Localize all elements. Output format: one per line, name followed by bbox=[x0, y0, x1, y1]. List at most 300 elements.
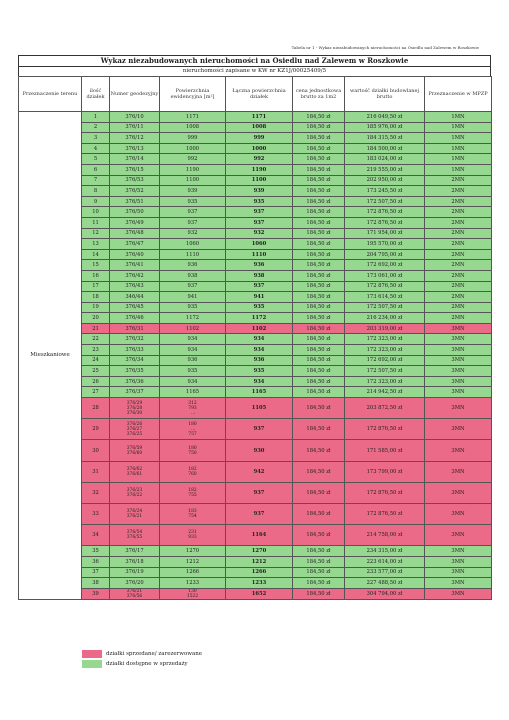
mpzp-cell: 2MN bbox=[425, 281, 492, 292]
geo-number-cell: 376/29 376/28 376/30 bbox=[110, 398, 160, 419]
value-cell: 172 507,50 zł bbox=[345, 302, 425, 313]
total-area-cell: 1060 bbox=[226, 239, 293, 250]
plot-count-cell: 28 bbox=[82, 398, 110, 419]
mpzp-cell: 2MN bbox=[425, 217, 492, 228]
table-row bbox=[19, 154, 492, 165]
geo-number-cell: 376/40 bbox=[110, 249, 160, 260]
area-cell: 1102 bbox=[160, 323, 226, 334]
mpzp-cell: 2MN bbox=[425, 292, 492, 303]
table-row bbox=[19, 398, 492, 419]
unit-price-cell: 184,50 zł bbox=[293, 525, 345, 546]
area-cell: 999 bbox=[160, 133, 226, 144]
area-cell: 934 bbox=[160, 345, 226, 356]
geo-number-cell: 376/42 bbox=[110, 270, 160, 281]
plot-count-cell: 12 bbox=[82, 228, 110, 239]
area-cell: 1266 bbox=[160, 567, 226, 578]
area-cell: 934 bbox=[160, 334, 226, 345]
area-cell: 1110 bbox=[160, 249, 226, 260]
unit-price-cell: 184,50 zł bbox=[293, 207, 345, 218]
mpzp-cell: 1MN bbox=[425, 154, 492, 165]
purpose-cell: Mieszkaniowe bbox=[19, 112, 82, 600]
plot-count-cell: 15 bbox=[82, 260, 110, 271]
value-cell: 234 315,00 zł bbox=[345, 546, 425, 557]
plot-count-cell: 9 bbox=[82, 196, 110, 207]
unit-price-cell: 184,50 zł bbox=[293, 398, 345, 419]
value-cell: 233 577,00 zł bbox=[345, 567, 425, 578]
geo-number-cell: 376/23 376/22 bbox=[110, 482, 160, 503]
total-area-cell: 1233 bbox=[226, 578, 293, 589]
unit-price-cell: 184,50 zł bbox=[293, 260, 345, 271]
mpzp-cell: 3MN bbox=[425, 334, 492, 345]
total-area-cell: 1165 bbox=[226, 387, 293, 398]
geo-number-cell: 376/24 376/21 bbox=[110, 503, 160, 524]
mpzp-cell: 2MN bbox=[425, 207, 492, 218]
table-row bbox=[19, 239, 492, 250]
area-cell: 937 bbox=[160, 281, 226, 292]
header-geo-number: Numer geodezyjny bbox=[110, 77, 160, 112]
table-row bbox=[19, 556, 492, 567]
geo-number-cell: 376/49 bbox=[110, 217, 160, 228]
table-row bbox=[19, 186, 492, 197]
value-cell: 304 794,00 zł bbox=[345, 588, 425, 599]
mpzp-cell: 3MN bbox=[425, 366, 492, 377]
table-row bbox=[19, 249, 492, 260]
area-cell: 182 755 bbox=[160, 482, 226, 503]
plot-count-cell: 33 bbox=[82, 503, 110, 524]
table-row bbox=[19, 366, 492, 377]
value-cell: 172 323,00 zł bbox=[345, 376, 425, 387]
plot-count-cell: 6 bbox=[82, 164, 110, 175]
geo-number-cell: 376/35 bbox=[110, 366, 160, 377]
mpzp-cell: 3MN bbox=[425, 578, 492, 589]
area-cell: 1171 bbox=[160, 112, 226, 123]
area-cell: 1212 bbox=[160, 556, 226, 567]
total-area-cell: 1164 bbox=[226, 525, 293, 546]
area-cell: 1233 bbox=[160, 578, 226, 589]
total-area-cell: 1102 bbox=[226, 323, 293, 334]
area-cell: 1165 bbox=[160, 387, 226, 398]
value-cell: 173 061,00 zł bbox=[345, 270, 425, 281]
table-row bbox=[19, 482, 492, 503]
table-row bbox=[19, 270, 492, 281]
value-cell: 203 872,50 zł bbox=[345, 398, 425, 419]
plot-count-cell: 38 bbox=[82, 578, 110, 589]
total-area-cell: 1190 bbox=[226, 164, 293, 175]
total-area-cell: 1652 bbox=[226, 588, 293, 599]
plot-count-cell: 5 bbox=[82, 154, 110, 165]
unit-price-cell: 184,50 zł bbox=[293, 196, 345, 207]
mpzp-cell: 3MN bbox=[425, 345, 492, 356]
plot-count-cell: 29 bbox=[82, 419, 110, 440]
unit-price-cell: 184,50 zł bbox=[293, 164, 345, 175]
header-mpzp: Przeznaczenie w MPZP bbox=[425, 77, 492, 112]
unit-price-cell: 184,50 zł bbox=[293, 461, 345, 482]
geo-number-cell: 376/62 376/61 bbox=[110, 461, 160, 482]
value-cell: 214 758,00 zł bbox=[345, 525, 425, 546]
table-row bbox=[19, 292, 492, 303]
total-area-cell: 1266 bbox=[226, 567, 293, 578]
value-cell: 185 976,00 zł bbox=[345, 122, 425, 133]
unit-price-cell: 184,50 zł bbox=[293, 249, 345, 260]
unit-price-cell: 184,50 zł bbox=[293, 175, 345, 186]
value-cell: 214 942,50 zł bbox=[345, 387, 425, 398]
table-row bbox=[19, 164, 492, 175]
mpzp-cell: 3MN bbox=[425, 503, 492, 524]
unit-price-cell: 184,50 zł bbox=[293, 546, 345, 557]
geo-number-cell: 376/47 bbox=[110, 239, 160, 250]
mpzp-cell: 3MN bbox=[425, 482, 492, 503]
plot-count-cell: 7 bbox=[82, 175, 110, 186]
header-unit-price: cena jednostkowa brutto za 1m2 bbox=[293, 77, 345, 112]
geo-number-cell: 376/10 bbox=[110, 112, 160, 123]
plot-count-cell: 35 bbox=[82, 546, 110, 557]
area-cell: 935 bbox=[160, 366, 226, 377]
geo-number-cell: 376/48 bbox=[110, 228, 160, 239]
unit-price-cell: 184,50 zł bbox=[293, 154, 345, 165]
unit-price-cell: 184,50 zł bbox=[293, 281, 345, 292]
plot-count-cell: 37 bbox=[82, 567, 110, 578]
geo-number-cell: 376/20 bbox=[110, 578, 160, 589]
geo-number-cell: 376/41 bbox=[110, 260, 160, 271]
plot-count-cell: 36 bbox=[82, 556, 110, 567]
mpzp-cell: 1MN bbox=[425, 164, 492, 175]
mpzp-cell: 2MN bbox=[425, 260, 492, 271]
geo-number-cell: 376/15 bbox=[110, 164, 160, 175]
area-cell: 182 760 bbox=[160, 461, 226, 482]
plot-count-cell: 23 bbox=[82, 345, 110, 356]
table-row bbox=[19, 196, 492, 207]
geo-number-cell: 376/59 376/60 bbox=[110, 440, 160, 461]
table-row bbox=[19, 334, 492, 345]
plot-count-cell: 17 bbox=[82, 281, 110, 292]
total-area-cell: 937 bbox=[226, 503, 293, 524]
area-cell: 934 bbox=[160, 376, 226, 387]
area-cell: 1060 bbox=[160, 239, 226, 250]
total-area-cell: 934 bbox=[226, 334, 293, 345]
unit-price-cell: 184,50 zł bbox=[293, 556, 345, 567]
plot-count-cell: 25 bbox=[82, 366, 110, 377]
unit-price-cell: 184,50 zł bbox=[293, 313, 345, 324]
geo-number-cell: 376/52 bbox=[110, 186, 160, 197]
unit-price-cell: 184,50 zł bbox=[293, 334, 345, 345]
mpzp-cell: 2MN bbox=[425, 228, 492, 239]
total-area-cell: 934 bbox=[226, 376, 293, 387]
total-area-cell: 1105 bbox=[226, 398, 293, 419]
geo-number-cell: 376/21 376/56 bbox=[110, 588, 160, 599]
total-area-cell: 935 bbox=[226, 366, 293, 377]
unit-price-cell: 184,50 zł bbox=[293, 567, 345, 578]
area-cell: 183 754 bbox=[160, 503, 226, 524]
table-row bbox=[19, 578, 492, 589]
total-area-cell: 999 bbox=[226, 133, 293, 144]
mpzp-cell: 3MN bbox=[425, 588, 492, 599]
value-cell: 195 570,00 zł bbox=[345, 239, 425, 250]
total-area-cell: 1100 bbox=[226, 175, 293, 186]
total-area-cell: 942 bbox=[226, 461, 293, 482]
plot-count-cell: 30 bbox=[82, 440, 110, 461]
geo-number-cell: 376/17 bbox=[110, 546, 160, 557]
table-row bbox=[19, 546, 492, 557]
table-row bbox=[19, 440, 492, 461]
unit-price-cell: 184,50 zł bbox=[293, 143, 345, 154]
area-cell: 932 bbox=[160, 228, 226, 239]
mpzp-cell: 3MN bbox=[425, 556, 492, 567]
plot-count-cell: 10 bbox=[82, 207, 110, 218]
geo-number-cell: 376/33 bbox=[110, 345, 160, 356]
geo-number-cell: 376/54 376/55 bbox=[110, 525, 160, 546]
total-area-cell: 932 bbox=[226, 228, 293, 239]
area-cell: 130 1522 bbox=[160, 588, 226, 599]
total-area-cell: 937 bbox=[226, 482, 293, 503]
geo-number-cell: 376/31 bbox=[110, 323, 160, 334]
area-cell: 935 bbox=[160, 196, 226, 207]
total-area-cell: 1212 bbox=[226, 556, 293, 567]
area-cell: 936 bbox=[160, 260, 226, 271]
total-area-cell: 1008 bbox=[226, 122, 293, 133]
value-cell: 173 614,50 zł bbox=[345, 292, 425, 303]
legend bbox=[82, 649, 202, 669]
plot-count-cell: 11 bbox=[82, 217, 110, 228]
value-cell: 184 500,00 zł bbox=[345, 143, 425, 154]
value-cell: 202 950,00 zł bbox=[345, 175, 425, 186]
header-row bbox=[19, 77, 492, 112]
mpzp-cell: 1MN bbox=[425, 112, 492, 123]
legend-swatch-available bbox=[82, 660, 102, 668]
area-cell: 1270 bbox=[160, 546, 226, 557]
table-row bbox=[19, 419, 492, 440]
area-cell: 992 bbox=[160, 154, 226, 165]
plot-count-cell: 39 bbox=[82, 588, 110, 599]
table-row bbox=[19, 313, 492, 324]
table-caption: Tabela nr 1 - Wykaz niezabudowanych nieruchomości na Osiedlu nad Zalewem w Roszkowie bbox=[291, 45, 479, 50]
total-area-cell: 937 bbox=[226, 207, 293, 218]
legend-item-available bbox=[82, 659, 202, 669]
mpzp-cell: 1MN bbox=[425, 122, 492, 133]
table-row bbox=[19, 281, 492, 292]
unit-price-cell: 184,50 zł bbox=[293, 217, 345, 228]
unit-price-cell: 184,50 zł bbox=[293, 323, 345, 334]
legend-label-available: działki dostępne w sprzedaży bbox=[106, 661, 188, 667]
table-row bbox=[19, 207, 492, 218]
value-cell: 172 876,50 zł bbox=[345, 207, 425, 218]
mpzp-cell: 3MN bbox=[425, 567, 492, 578]
unit-price-cell: 184,50 zł bbox=[293, 419, 345, 440]
total-area-cell: 937 bbox=[226, 419, 293, 440]
area-cell: 1172 bbox=[160, 313, 226, 324]
geo-number-cell: 376/12 bbox=[110, 133, 160, 144]
header-value: wartość działki budowlanej brutto bbox=[345, 77, 425, 112]
geo-number-cell: 376/13 bbox=[110, 143, 160, 154]
unit-price-cell: 184,50 zł bbox=[293, 387, 345, 398]
unit-price-cell: 184,50 zł bbox=[293, 228, 345, 239]
value-cell: 172 692,00 zł bbox=[345, 355, 425, 366]
property-table bbox=[18, 76, 492, 600]
geo-number-cell: 376/11 bbox=[110, 122, 160, 133]
table-row bbox=[19, 461, 492, 482]
total-area-cell: 937 bbox=[226, 217, 293, 228]
geo-number-cell: 376/51 bbox=[110, 196, 160, 207]
table-row bbox=[19, 355, 492, 366]
table-row bbox=[19, 175, 492, 186]
mpzp-cell: 3MN bbox=[425, 376, 492, 387]
plot-count-cell: 2 bbox=[82, 122, 110, 133]
mpzp-cell: 3MN bbox=[425, 440, 492, 461]
value-cell: 172 876,50 zł bbox=[345, 281, 425, 292]
plot-count-cell: 21 bbox=[82, 323, 110, 334]
value-cell: 203 319,00 zł bbox=[345, 323, 425, 334]
plot-count-cell: 4 bbox=[82, 143, 110, 154]
total-area-cell: 935 bbox=[226, 302, 293, 313]
legend-swatch-sold bbox=[82, 650, 102, 658]
plot-count-cell: 8 bbox=[82, 186, 110, 197]
geo-number-cell: 376/45 bbox=[110, 302, 160, 313]
unit-price-cell: 184,50 zł bbox=[293, 302, 345, 313]
area-cell: 1000 bbox=[160, 143, 226, 154]
geo-number-cell: 376/36 bbox=[110, 376, 160, 387]
plot-count-cell: 32 bbox=[82, 482, 110, 503]
table-row bbox=[19, 588, 492, 599]
mpzp-cell: 2MN bbox=[425, 175, 492, 186]
area-cell: 1008 bbox=[160, 122, 226, 133]
unit-price-cell: 184,50 zł bbox=[293, 133, 345, 144]
total-area-cell: 941 bbox=[226, 292, 293, 303]
table-title: Wykaz niezabudowanych nieruchomości na Osiedlu nad Zalewem w Roszkowie bbox=[18, 55, 491, 66]
value-cell: 172 876,50 zł bbox=[345, 482, 425, 503]
value-cell: 171 585,00 zł bbox=[345, 440, 425, 461]
table-row bbox=[19, 525, 492, 546]
table-row bbox=[19, 567, 492, 578]
mpzp-cell: 2MN bbox=[425, 270, 492, 281]
total-area-cell: 934 bbox=[226, 345, 293, 356]
table-row bbox=[19, 217, 492, 228]
header-purpose: Przeznaczenie terenu bbox=[19, 77, 82, 112]
unit-price-cell: 184,50 zł bbox=[293, 186, 345, 197]
total-area-cell: 1000 bbox=[226, 143, 293, 154]
total-area-cell: 1172 bbox=[226, 313, 293, 324]
area-cell: 937 bbox=[160, 217, 226, 228]
geo-number-cell: 376/19 bbox=[110, 567, 160, 578]
mpzp-cell: 1MN bbox=[425, 133, 492, 144]
unit-price-cell: 184,50 zł bbox=[293, 503, 345, 524]
total-area-cell: 936 bbox=[226, 355, 293, 366]
mpzp-cell: 2MN bbox=[425, 239, 492, 250]
geo-number-cell: 376/18 bbox=[110, 556, 160, 567]
area-cell: 1190 bbox=[160, 164, 226, 175]
mpzp-cell: 2MN bbox=[425, 302, 492, 313]
header-area: Powierzchnia ewidencyjna [m²] bbox=[160, 77, 226, 112]
mpzp-cell: 2MN bbox=[425, 313, 492, 324]
value-cell: 172 876,50 zł bbox=[345, 419, 425, 440]
table-row bbox=[19, 323, 492, 334]
total-area-cell: 1270 bbox=[226, 546, 293, 557]
area-cell: 941 bbox=[160, 292, 226, 303]
table-row bbox=[19, 302, 492, 313]
total-area-cell: 936 bbox=[226, 260, 293, 271]
area-cell: 231 933 bbox=[160, 525, 226, 546]
mpzp-cell: 2MN bbox=[425, 249, 492, 260]
geo-number-cell: 376/46 bbox=[110, 313, 160, 324]
table-row bbox=[19, 112, 492, 123]
table-body bbox=[19, 112, 492, 600]
geo-number-cell: 376/32 bbox=[110, 334, 160, 345]
value-cell: 172 507,50 zł bbox=[345, 366, 425, 377]
mpzp-cell: 2MN bbox=[425, 196, 492, 207]
value-cell: 204 795,00 zł bbox=[345, 249, 425, 260]
unit-price-cell: 184,50 zł bbox=[293, 482, 345, 503]
plot-count-cell: 13 bbox=[82, 239, 110, 250]
geo-number-cell: 376/53 bbox=[110, 175, 160, 186]
area-cell: 937 bbox=[160, 207, 226, 218]
mpzp-cell: 1MN bbox=[425, 143, 492, 154]
plot-count-cell: 20 bbox=[82, 313, 110, 324]
total-area-cell: 939 bbox=[226, 186, 293, 197]
table-row bbox=[19, 260, 492, 271]
value-cell: 183 024,00 zł bbox=[345, 154, 425, 165]
mpzp-cell: 3MN bbox=[425, 461, 492, 482]
table-row bbox=[19, 143, 492, 154]
geo-number-cell: 376/37 bbox=[110, 387, 160, 398]
value-cell: 216 049,50 zł bbox=[345, 112, 425, 123]
property-sheet bbox=[18, 55, 491, 600]
geo-number-cell: 376/34 bbox=[110, 355, 160, 366]
value-cell: 171 954,00 zł bbox=[345, 228, 425, 239]
table-row bbox=[19, 345, 492, 356]
plot-count-cell: 27 bbox=[82, 387, 110, 398]
unit-price-cell: 184,50 zł bbox=[293, 345, 345, 356]
area-cell: 180 … 757 bbox=[160, 419, 226, 440]
mpzp-cell: 3MN bbox=[425, 387, 492, 398]
table-row bbox=[19, 376, 492, 387]
mpzp-cell: 3MN bbox=[425, 419, 492, 440]
geo-number-cell: 376/26 376/27 376/25 bbox=[110, 419, 160, 440]
mpzp-cell: 2MN bbox=[425, 186, 492, 197]
unit-price-cell: 184,50 zł bbox=[293, 588, 345, 599]
plot-count-cell: 18 bbox=[82, 292, 110, 303]
geo-number-cell: 376/43 bbox=[110, 281, 160, 292]
table-row bbox=[19, 133, 492, 144]
mpzp-cell: 3MN bbox=[425, 355, 492, 366]
value-cell: 172 323,00 zł bbox=[345, 334, 425, 345]
area-cell: 1100 bbox=[160, 175, 226, 186]
table-row bbox=[19, 122, 492, 133]
total-area-cell: 992 bbox=[226, 154, 293, 165]
area-cell: 938 bbox=[160, 270, 226, 281]
total-area-cell: 1110 bbox=[226, 249, 293, 260]
geo-number-cell: 376/14 bbox=[110, 154, 160, 165]
total-area-cell: 935 bbox=[226, 196, 293, 207]
table-subtitle: nieruchomości zapisane w KW nr KZ1J/00025409/5 bbox=[18, 66, 491, 76]
value-cell: 227 488,50 zł bbox=[345, 578, 425, 589]
total-area-cell: 1171 bbox=[226, 112, 293, 123]
plot-count-cell: 24 bbox=[82, 355, 110, 366]
unit-price-cell: 184,50 zł bbox=[293, 270, 345, 281]
value-cell: 172 507,50 zł bbox=[345, 196, 425, 207]
plot-count-cell: 3 bbox=[82, 133, 110, 144]
total-area-cell: 938 bbox=[226, 270, 293, 281]
mpzp-cell: 3MN bbox=[425, 398, 492, 419]
mpzp-cell: 3MN bbox=[425, 323, 492, 334]
area-cell: 939 bbox=[160, 186, 226, 197]
area-cell: 935 bbox=[160, 302, 226, 313]
total-area-cell: 930 bbox=[226, 440, 293, 461]
value-cell: 172 323,00 zł bbox=[345, 345, 425, 356]
plot-count-cell: 1 bbox=[82, 112, 110, 123]
mpzp-cell: 3MN bbox=[425, 525, 492, 546]
table-row bbox=[19, 503, 492, 524]
table-row bbox=[19, 228, 492, 239]
value-cell: 172 876,50 zł bbox=[345, 503, 425, 524]
plot-count-cell: 16 bbox=[82, 270, 110, 281]
